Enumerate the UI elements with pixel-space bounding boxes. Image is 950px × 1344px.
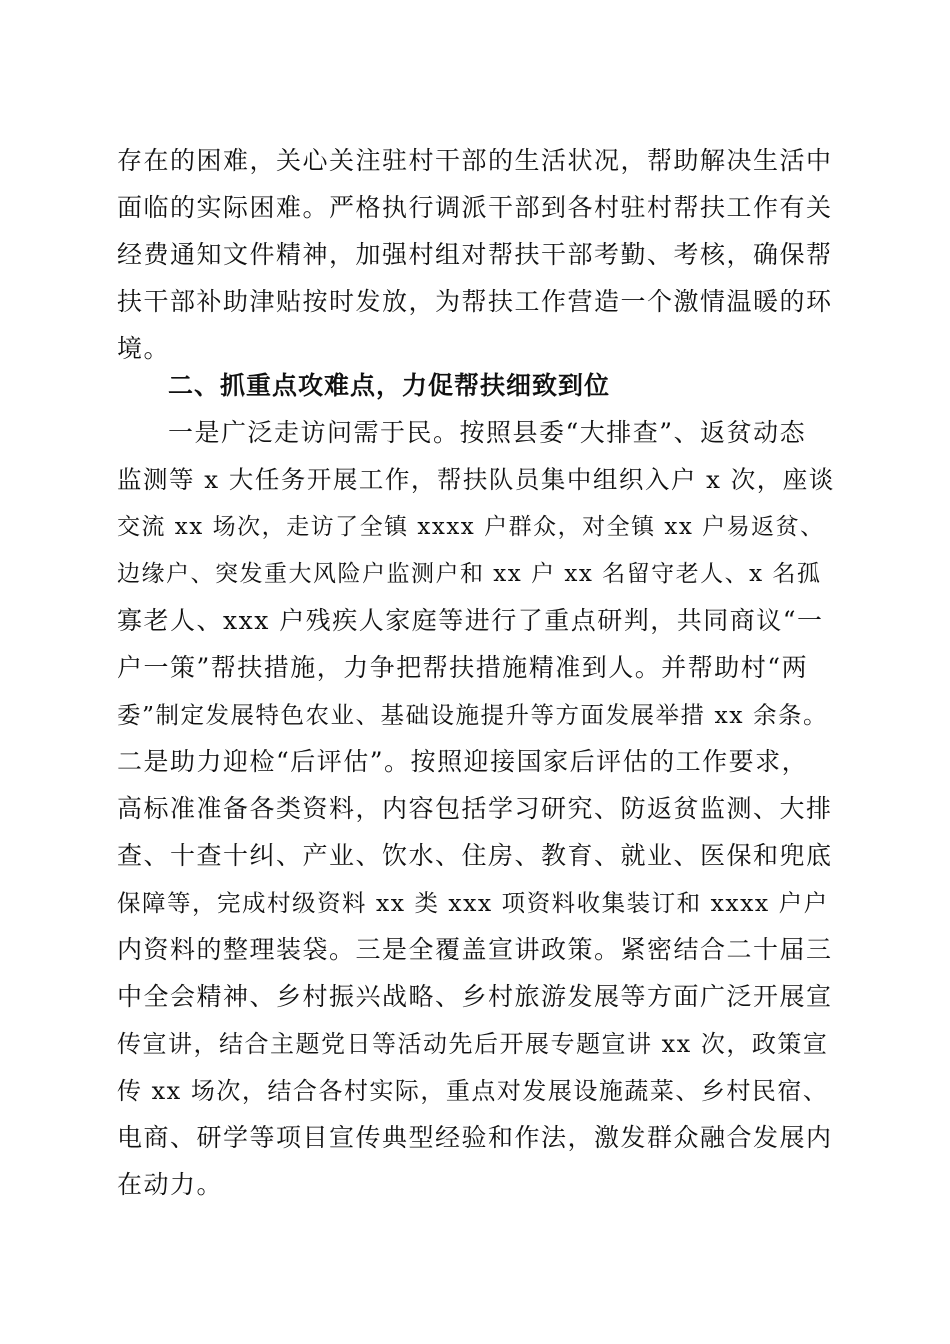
body-text-line: 委”制定发展特色农业、基础设施提升等方面发展举措 xx 余条。 [117, 701, 828, 729]
body-text-line: 境。 [117, 334, 171, 363]
body-text-line: 中全会精神、乡村振兴战略、乡村旅游发展等方面广泛开展宣 [117, 982, 833, 1011]
body-text-line: 传 xx 场次，结合各村实际，重点对发展设施蔬菜、乡村民宿、 [117, 1077, 829, 1105]
body-text-line: 户一策”帮扶措施，力争把帮扶措施精准到人。并帮助村“两 [117, 653, 809, 682]
body-text-line: 边缘户、突发重大风险户监测户和 xx 户 xx 名留守老人、x 名孤 [117, 561, 822, 587]
body-text-line: 交流 xx 场次，走访了全镇 xxxx 户群众，对全镇 xx 户易返贫、 [117, 514, 825, 540]
body-text-line: 保障等，完成村级资料 xx 类 xxx 项资料收集装订和 xxxx 户户 [117, 889, 829, 917]
body-text-line: 存在的困难，关心关注驻村干部的生活状况，帮助解决生活中 [117, 146, 833, 175]
body-text-line: 查、十查十纠、产业、饮水、住房、教育、就业、医保和兜底 [117, 841, 833, 870]
body-text-line: 高标准准备各类资料，内容包括学习研究、防返贫监测、大排 [117, 794, 833, 823]
body-text-line: 一是广泛走访问需于民。按照县委“大排查”、返贫动态 [168, 418, 807, 447]
body-text-line: 传宣讲，结合主题党日等活动先后开展专题宣讲 xx 次，政策宣 [117, 1030, 829, 1058]
body-text-line: 扶干部补助津贴按时发放，为帮扶工作营造一个激情温暖的环 [117, 287, 833, 316]
body-text-line: 面临的实际困难。严格执行调派干部到各村驻村帮扶工作有关 [117, 193, 833, 222]
body-text-line: 二是助力迎检“后评估”。按照迎接国家后评估的工作要求， [117, 747, 809, 776]
body-text-line: 监测等 x 大任务开展工作，帮扶队员集中组织入户 x 次，座谈 [117, 465, 835, 494]
section-heading: 二、抓重点攻难点，力促帮扶细致到位 [168, 371, 611, 400]
body-text-line: 内资料的整理装袋。三是全覆盖宣讲政策。紧密结合二十届三 [117, 935, 833, 964]
body-text-line: 经费通知文件精神，加强村组对帮扶干部考勤、考核，确保帮 [117, 240, 833, 269]
body-text-line: 在动力。 [117, 1170, 224, 1199]
body-text-line: 寡老人、xxx 户残疾人家庭等进行了重点研判，共同商议“一 [117, 606, 824, 635]
body-text-line: 电商、研学等项目宣传典型经验和作法，激发群众融合发展内 [117, 1123, 833, 1152]
